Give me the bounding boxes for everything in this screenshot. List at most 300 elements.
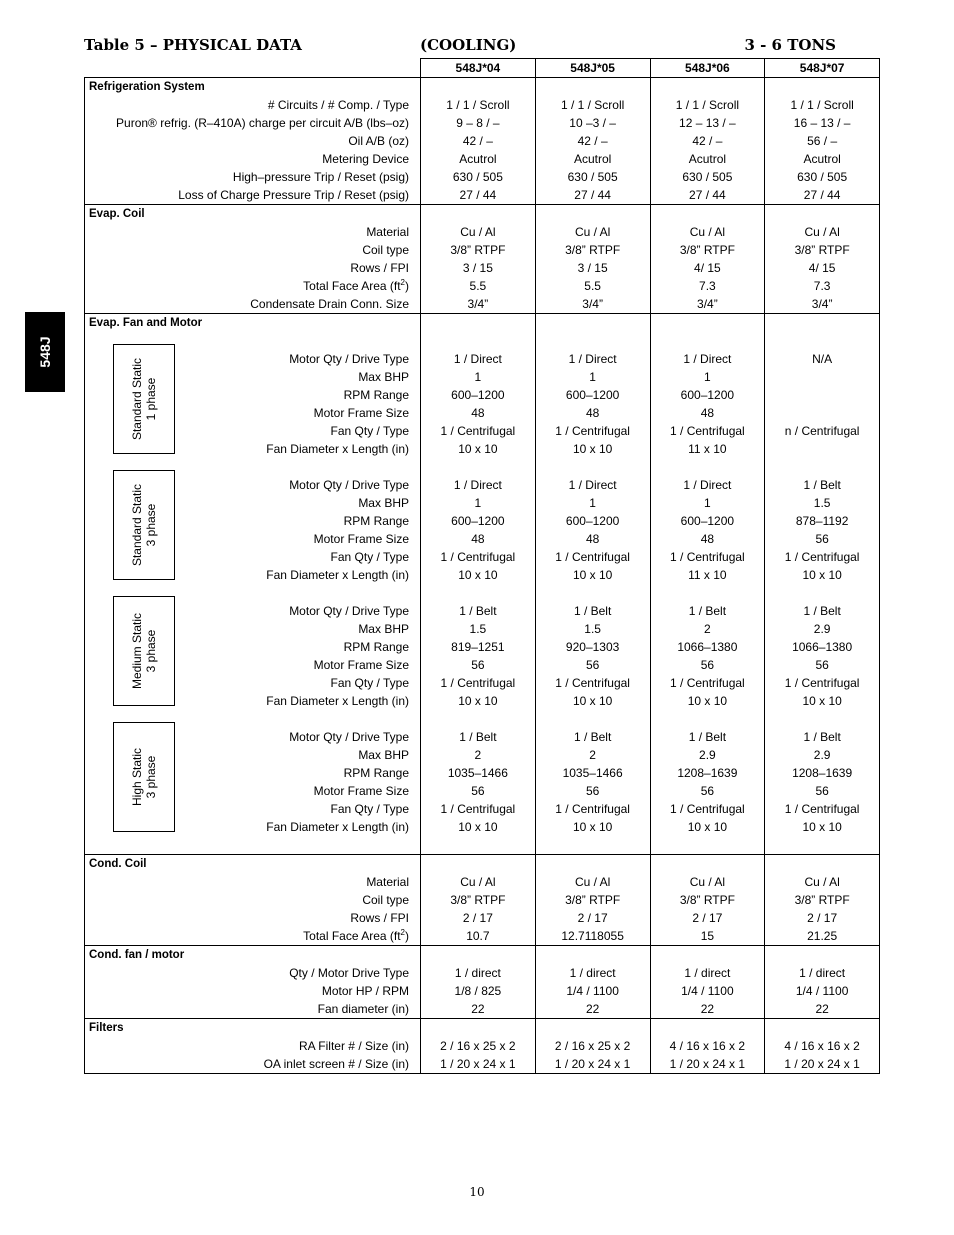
- section-header-row: [85, 78, 880, 97]
- spacer-cell: [535, 584, 650, 602]
- superscript-2: 2: [400, 928, 405, 937]
- spacer-cell: [421, 458, 536, 476]
- fan-group-label: [130, 484, 158, 566]
- row-value: 56: [765, 656, 880, 674]
- row-value: 1.5: [421, 620, 536, 638]
- fan-group-name: Standard Static: [130, 483, 144, 567]
- section-header-row: [85, 1019, 880, 1038]
- row-label: Motor Qty / Drive Type: [85, 728, 421, 746]
- physical-data-table: [84, 58, 880, 1074]
- row-value: 2 / 17: [650, 909, 765, 927]
- row-label: Material: [85, 873, 421, 891]
- row-value: 56: [765, 530, 880, 548]
- row-value: 56: [765, 782, 880, 800]
- row-value: 1 / Belt: [421, 602, 536, 620]
- section-title: Cond. Coil: [85, 855, 421, 874]
- row-value: 48: [421, 404, 536, 422]
- column-header-548j-04: 548J*04: [421, 59, 536, 78]
- row-value: 3/8” RTPF: [765, 241, 880, 259]
- row-value: 1 / 1 / Scroll: [535, 96, 650, 114]
- spacer-row: [85, 836, 880, 855]
- row-value: 5.5: [535, 277, 650, 295]
- table-row: [85, 746, 880, 764]
- row-value: 1 / Centrifugal: [421, 422, 536, 440]
- row-value: 27 / 44: [535, 186, 650, 205]
- section-header-empty-cell: [765, 314, 880, 333]
- table-row: [85, 800, 880, 818]
- table-row: [85, 186, 880, 205]
- table-row: [85, 530, 880, 548]
- section-header-empty-cell: [421, 855, 536, 874]
- row-value: 1 / 1 / Scroll: [765, 96, 880, 114]
- row-value: 1208–1639: [650, 764, 765, 782]
- table-mode: (COOLING): [420, 36, 517, 54]
- row-value: 1 / Centrifugal: [765, 800, 880, 818]
- row-label: Coil type: [85, 891, 421, 909]
- row-value: 630 / 505: [765, 168, 880, 186]
- spacer-cell: [765, 332, 880, 350]
- section-header-empty-cell: [535, 205, 650, 224]
- fan-group-label: [130, 748, 158, 806]
- row-value: 1/4 / 1100: [765, 982, 880, 1000]
- row-value: 3/4”: [535, 295, 650, 314]
- row-value: 2 / 17: [421, 909, 536, 927]
- row-value: 10 x 10: [535, 692, 650, 710]
- table-row: [85, 566, 880, 584]
- table-row: [85, 818, 880, 836]
- section-header-empty-cell: [535, 946, 650, 965]
- spacer-cell: [650, 836, 765, 855]
- section-header-empty-cell: [421, 946, 536, 965]
- row-value: 3/8” RTPF: [650, 241, 765, 259]
- row-value: 1066–1380: [765, 638, 880, 656]
- row-label: Fan Qty / Type: [85, 548, 421, 566]
- row-value: 1 / Centrifugal: [535, 422, 650, 440]
- row-value: 10.7: [421, 927, 536, 946]
- section-header-row: [85, 205, 880, 224]
- table-row: [85, 620, 880, 638]
- spacer-cell: [765, 458, 880, 476]
- row-label: Fan Qty / Type: [85, 674, 421, 692]
- row-value: 3 / 15: [421, 259, 536, 277]
- row-value: Cu / Al: [765, 873, 880, 891]
- row-value: 1 / Centrifugal: [650, 674, 765, 692]
- section-title: Refrigeration System: [85, 78, 421, 97]
- row-value: 56: [421, 782, 536, 800]
- table-row: [85, 350, 880, 368]
- row-label: Fan Diameter x Length (in): [85, 692, 421, 710]
- section-title: Evap. Coil: [85, 205, 421, 224]
- fan-group-label-box: [113, 344, 175, 454]
- row-value: 42 / –: [421, 132, 536, 150]
- section-header-empty-cell: [421, 314, 536, 333]
- fan-group-phase: 1 phase: [144, 377, 158, 421]
- row-value: 600–1200: [421, 386, 536, 404]
- row-value: 600–1200: [535, 512, 650, 530]
- row-label: Total Face Area $(ft^2)$: [85, 927, 421, 946]
- row-value: 2 / 17: [535, 909, 650, 927]
- table-row: [85, 909, 880, 927]
- row-value: 2.9: [650, 746, 765, 764]
- spacer-row: [85, 458, 880, 476]
- row-value: 3/8” RTPF: [650, 891, 765, 909]
- row-value: 4 / 16 x 16 x 2: [650, 1037, 765, 1055]
- row-value: 7.3: [765, 277, 880, 295]
- section-header-empty-cell: [650, 855, 765, 874]
- row-value: 1035–1466: [535, 764, 650, 782]
- row-value: 1 / Centrifugal: [765, 548, 880, 566]
- spacer-cell: [765, 836, 880, 855]
- row-label: Qty / Motor Drive Type: [85, 964, 421, 982]
- fan-group-name: Medium Static: [130, 612, 144, 690]
- row-value: [765, 404, 880, 422]
- row-value: 1 / Belt: [765, 476, 880, 494]
- spacer-cell: [85, 836, 421, 855]
- row-value: 4/ 15: [765, 259, 880, 277]
- row-label: Max BHP: [85, 746, 421, 764]
- row-label: Motor Qty / Drive Type: [85, 602, 421, 620]
- table-row: [85, 295, 880, 314]
- table-row: [85, 873, 880, 891]
- row-value: 16 – 13 / –: [765, 114, 880, 132]
- spacer-cell: [535, 458, 650, 476]
- row-value: 48: [650, 404, 765, 422]
- table-row: [85, 674, 880, 692]
- row-value: 1 / Centrifugal: [421, 674, 536, 692]
- section-header-empty-cell: [421, 1019, 536, 1038]
- row-value: 48: [421, 530, 536, 548]
- row-value: Acutrol: [421, 150, 536, 168]
- row-label: OA inlet screen # / Size (in): [85, 1055, 421, 1074]
- row-value: 1 / Belt: [765, 728, 880, 746]
- row-value: 1 / Centrifugal: [535, 674, 650, 692]
- row-value: 12.7118055: [535, 927, 650, 946]
- row-label: Rows / FPI: [85, 259, 421, 277]
- fan-group-label: [130, 613, 158, 689]
- row-value: Cu / Al: [650, 223, 765, 241]
- section-header-empty-cell: [421, 78, 536, 97]
- spacer-cell: [650, 332, 765, 350]
- row-value: 10 x 10: [650, 818, 765, 836]
- table-row: [85, 512, 880, 530]
- section-header-row: [85, 314, 880, 333]
- row-value: Acutrol: [535, 150, 650, 168]
- table-row: [85, 782, 880, 800]
- row-value: 3/8” RTPF: [421, 891, 536, 909]
- row-value: 1 / Centrifugal: [535, 800, 650, 818]
- row-value: 1 / 20 x 24 x 1: [535, 1055, 650, 1074]
- row-value: 630 / 505: [421, 168, 536, 186]
- row-value: 2 / 17: [765, 909, 880, 927]
- row-label: Coil type: [85, 241, 421, 259]
- row-label: RA Filter # / Size (in): [85, 1037, 421, 1055]
- table-row: [85, 964, 880, 982]
- row-value: 22: [421, 1000, 536, 1019]
- row-value: 2: [650, 620, 765, 638]
- fan-group-phase: 3 phase: [144, 755, 158, 799]
- row-label: Condensate Drain Conn. Size: [85, 295, 421, 314]
- table-row: [85, 927, 880, 946]
- row-value: 1.5: [765, 494, 880, 512]
- table-row: [85, 132, 880, 150]
- row-value: 3/8” RTPF: [535, 891, 650, 909]
- fan-group-label-box: [113, 722, 175, 832]
- row-value: 15: [650, 927, 765, 946]
- row-value: 10 x 10: [421, 566, 536, 584]
- row-value: 1 / Belt: [535, 602, 650, 620]
- model-side-tab-label: 548J: [37, 336, 53, 368]
- row-value: [765, 386, 880, 404]
- row-value: 3/4”: [650, 295, 765, 314]
- row-value: 12 – 13 / –: [650, 114, 765, 132]
- row-value: 3/8” RTPF: [535, 241, 650, 259]
- row-value: 1 / Direct: [650, 476, 765, 494]
- section-header-empty-cell: [650, 1019, 765, 1038]
- spacer-cell: [765, 584, 880, 602]
- spacer-cell: [421, 836, 536, 855]
- fan-group-label-box: [113, 596, 175, 706]
- row-value: 10 x 10: [421, 818, 536, 836]
- row-label: Max BHP: [85, 368, 421, 386]
- table-row: [85, 1000, 880, 1019]
- row-value: 600–1200: [535, 386, 650, 404]
- section-header-empty-cell: [650, 946, 765, 965]
- row-value: 1/4 / 1100: [535, 982, 650, 1000]
- section-header-empty-cell: [535, 78, 650, 97]
- row-label: RPM Range: [85, 764, 421, 782]
- section-title: Cond. fan / motor: [85, 946, 421, 965]
- table-row: [85, 476, 880, 494]
- row-label: Fan Qty / Type: [85, 422, 421, 440]
- row-value: 10 x 10: [535, 566, 650, 584]
- row-value: 56: [535, 782, 650, 800]
- row-value: 1 / Direct: [650, 350, 765, 368]
- row-value: 1 / direct: [650, 964, 765, 982]
- row-value: 10 x 10: [765, 566, 880, 584]
- row-value: 1 / direct: [765, 964, 880, 982]
- table-row: [85, 386, 880, 404]
- table-row: [85, 259, 880, 277]
- row-value: 48: [535, 404, 650, 422]
- table-row: [85, 404, 880, 422]
- table-range: 3 - 6 TONS: [744, 36, 836, 54]
- row-value: 10 x 10: [765, 692, 880, 710]
- row-value: 1 / Direct: [535, 350, 650, 368]
- row-value: 2.9: [765, 620, 880, 638]
- table-row: [85, 1055, 880, 1074]
- row-label: Metering Device: [85, 150, 421, 168]
- section-header-empty-cell: [765, 1019, 880, 1038]
- row-value: 2: [535, 746, 650, 764]
- row-value: 3/8” RTPF: [765, 891, 880, 909]
- row-value: 27 / 44: [650, 186, 765, 205]
- table-row: [85, 982, 880, 1000]
- row-value: 1 / direct: [535, 964, 650, 982]
- table-row: [85, 638, 880, 656]
- row-label: High–pressure Trip / Reset (psig): [85, 168, 421, 186]
- spacer-cell: [650, 458, 765, 476]
- row-value: 1 / direct: [421, 964, 536, 982]
- table-row: [85, 602, 880, 620]
- table-row: [85, 96, 880, 114]
- model-side-tab: [25, 312, 65, 392]
- row-value: 48: [650, 530, 765, 548]
- row-label: RPM Range: [85, 512, 421, 530]
- table-row: [85, 692, 880, 710]
- row-value: 56: [650, 782, 765, 800]
- table-title-bar: [84, 36, 879, 56]
- page-number: 10: [469, 1185, 485, 1199]
- row-value: 7.3: [650, 277, 765, 295]
- table-row: [85, 548, 880, 566]
- column-header-548j-05: 548J*05: [535, 59, 650, 78]
- row-value: 10 x 10: [535, 440, 650, 458]
- row-label: Rows / FPI: [85, 909, 421, 927]
- row-value: 630 / 505: [535, 168, 650, 186]
- row-value: Cu / Al: [421, 223, 536, 241]
- section-header-empty-cell: [535, 855, 650, 874]
- spacer-cell: [765, 710, 880, 728]
- row-value: 56: [421, 656, 536, 674]
- row-label: # Circuits / # Comp. / Type: [85, 96, 421, 114]
- row-value: 1: [535, 494, 650, 512]
- row-value: 11 x 10: [650, 440, 765, 458]
- column-header-548j-06: 548J*06: [650, 59, 765, 78]
- table-row: [85, 114, 880, 132]
- row-value: 1 / Centrifugal: [650, 548, 765, 566]
- section-title: Filters: [85, 1019, 421, 1038]
- row-value: Acutrol: [765, 150, 880, 168]
- table-row: [85, 1037, 880, 1055]
- row-label: Motor Frame Size: [85, 656, 421, 674]
- table-row: [85, 241, 880, 259]
- row-value: 42 / –: [650, 132, 765, 150]
- row-value: Cu / Al: [535, 873, 650, 891]
- row-label: Oil A/B (oz): [85, 132, 421, 150]
- row-value: Acutrol: [650, 150, 765, 168]
- row-label: Motor Frame Size: [85, 404, 421, 422]
- row-value: 2: [421, 746, 536, 764]
- row-value: 3/4”: [765, 295, 880, 314]
- section-header-empty-cell: [650, 314, 765, 333]
- table-row: [85, 150, 880, 168]
- row-value: 10 x 10: [421, 440, 536, 458]
- row-value: 1066–1380: [650, 638, 765, 656]
- table-row: [85, 440, 880, 458]
- row-value: 27 / 44: [765, 186, 880, 205]
- section-header-empty-cell: [765, 946, 880, 965]
- row-value: 1 / 1 / Scroll: [650, 96, 765, 114]
- fan-group-phase: 3 phase: [144, 503, 158, 547]
- row-value: n / Centrifugal: [765, 422, 880, 440]
- row-value: 56 / –: [765, 132, 880, 150]
- spacer-row: [85, 710, 880, 728]
- row-value: Cu / Al: [650, 873, 765, 891]
- physical-data-table-body: [85, 59, 880, 1074]
- spacer-row: [85, 584, 880, 602]
- row-value: 878–1192: [765, 512, 880, 530]
- spacer-cell: [535, 710, 650, 728]
- row-value: 1 / Centrifugal: [765, 674, 880, 692]
- row-value: 1 / Centrifugal: [650, 422, 765, 440]
- table-title: Table 5 – PHYSICAL DATA: [84, 36, 302, 54]
- row-value: 4/ 15: [650, 259, 765, 277]
- row-value: 600–1200: [650, 386, 765, 404]
- spacer-cell: [421, 332, 536, 350]
- row-value: [765, 368, 880, 386]
- row-value: 1 / 1 / Scroll: [421, 96, 536, 114]
- row-value: 1 / 20 x 24 x 1: [650, 1055, 765, 1074]
- row-value: 56: [535, 656, 650, 674]
- row-value: 630 / 505: [650, 168, 765, 186]
- row-value: 10 –3 / –: [535, 114, 650, 132]
- row-value: 1/4 / 1100: [650, 982, 765, 1000]
- row-value: 2 / 16 x 25 x 2: [421, 1037, 536, 1055]
- table-row: [85, 494, 880, 512]
- section-title: Evap. Fan and Motor: [85, 314, 421, 333]
- row-value: 11 x 10: [650, 566, 765, 584]
- row-label: RPM Range: [85, 386, 421, 404]
- section-header-empty-cell: [765, 205, 880, 224]
- spacer-row: [85, 332, 880, 350]
- row-value: 1 / Belt: [421, 728, 536, 746]
- section-header-row: [85, 855, 880, 874]
- row-value: 920–1303: [535, 638, 650, 656]
- section-header-empty-cell: [535, 1019, 650, 1038]
- row-label: Total Face Area $(ft^2)$: [85, 277, 421, 295]
- spacer-cell: [535, 836, 650, 855]
- row-value: 1 / Belt: [535, 728, 650, 746]
- row-label: Max BHP: [85, 620, 421, 638]
- table-row: [85, 891, 880, 909]
- column-header-548j-07: 548J*07: [765, 59, 880, 78]
- row-label: Puron® refrig. (R–410A) charge per circuit A/B (lbs–oz): [85, 114, 421, 132]
- row-value: 1 / Centrifugal: [535, 548, 650, 566]
- section-header-row: [85, 946, 880, 965]
- fan-group-label-box: [113, 470, 175, 580]
- column-header-row: [85, 59, 880, 78]
- row-value: 21.25: [765, 927, 880, 946]
- section-header-empty-cell: [765, 78, 880, 97]
- row-label: Fan diameter (in): [85, 1000, 421, 1019]
- row-value: 27 / 44: [421, 186, 536, 205]
- row-value: 4 / 16 x 16 x 2: [765, 1037, 880, 1055]
- row-label: RPM Range: [85, 638, 421, 656]
- table-row: [85, 223, 880, 241]
- row-value: 10 x 10: [650, 692, 765, 710]
- spacer-cell: [650, 584, 765, 602]
- row-value: 10 x 10: [421, 692, 536, 710]
- row-value: 1/8 / 825: [421, 982, 536, 1000]
- column-header-blank: [85, 59, 421, 78]
- row-value: 9 – 8 / –: [421, 114, 536, 132]
- row-value: 819–1251: [421, 638, 536, 656]
- row-value: 5.5: [421, 277, 536, 295]
- row-value: 1 / Belt: [765, 602, 880, 620]
- row-value: Cu / Al: [535, 223, 650, 241]
- spacer-cell: [535, 332, 650, 350]
- spacer-cell: [421, 584, 536, 602]
- row-value: Cu / Al: [765, 223, 880, 241]
- row-label: Motor HP / RPM: [85, 982, 421, 1000]
- row-label: Motor Qty / Drive Type: [85, 476, 421, 494]
- row-value: 1.5: [535, 620, 650, 638]
- row-value: [765, 440, 880, 458]
- row-label: Motor Frame Size: [85, 782, 421, 800]
- row-label: Fan Diameter x Length (in): [85, 566, 421, 584]
- spacer-cell: [421, 710, 536, 728]
- row-label: Material: [85, 223, 421, 241]
